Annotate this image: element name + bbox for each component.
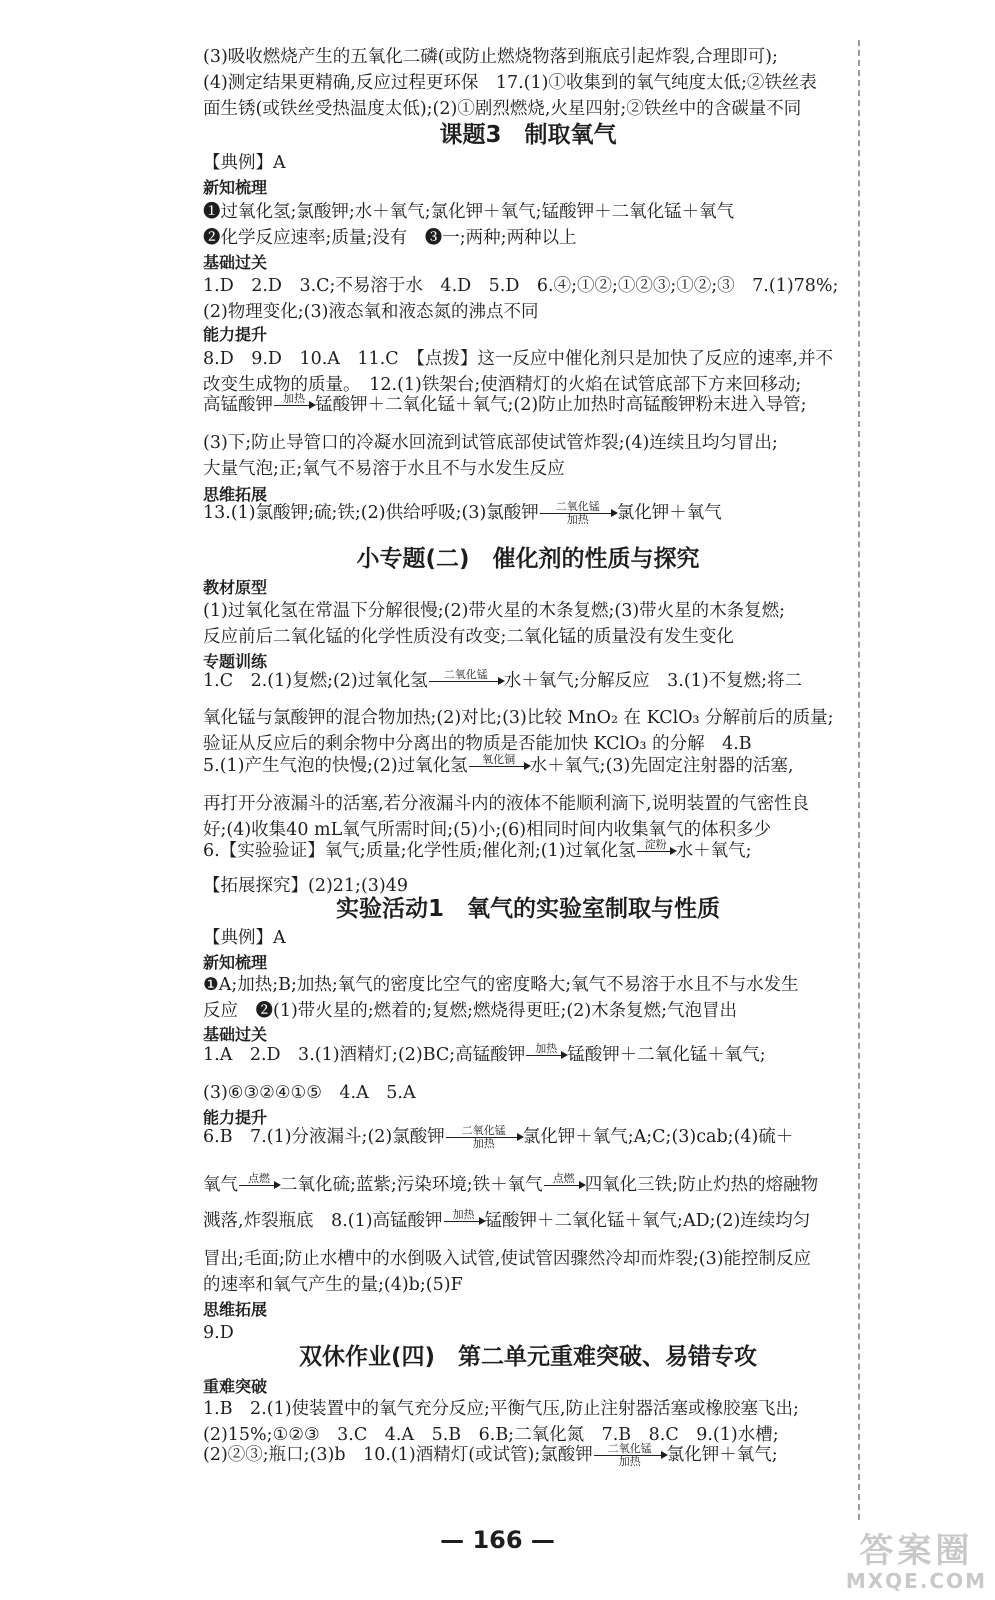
- text-line: 面生锈(或铁丝受热温度太低);(2)①剧烈燃烧,火星四射;②铁丝中的含碳量不同: [203, 99, 802, 119]
- equation-line: 1.C 2.(1)复燃;(2)过氧化氢 二氧化锰 水＋氧气;分解反应 3.(1)不复燃;将二: [203, 668, 853, 694]
- text-line: 1.B 2.(1)使装置中的氧气充分反应;平衡气压,防止注射器活塞或橡胶塞飞出;: [203, 1399, 799, 1419]
- text-line: 的速率和氧气产生的量;(4)b;(5)F: [203, 1275, 463, 1295]
- text-line: 【拓展探究】(2)21;(3)49: [203, 876, 409, 896]
- subsection-label: 专题训练: [203, 652, 268, 671]
- text-line: (2)15%;①②③ 3.C 4.A 5.B 6.B;二氧化氮 7.B 8.C 9.(1)水槽;: [203, 1425, 779, 1445]
- equation-line: 1.A 2.D 3.(1)酒精灯;(2)BC;高锰酸钾 加热 锰酸钾＋二氧化锰＋氧气;: [203, 1042, 853, 1068]
- section-heading: 小专题(二) 催化剂的性质与探究: [356, 546, 700, 572]
- equation-line: 溅落,炸裂瓶底 8.(1)高锰酸钾 加热 锰酸钾＋二氧化锰＋氧气;AD;(2)连续均匀: [203, 1208, 853, 1234]
- text-line: 改变生成物的质量。 12.(1)铁架台;使酒精灯的火焰在试管底部下方来回移动;: [203, 375, 802, 395]
- equation-line: 氧气 点燃 二氧化硫;蓝紫;污染环境;铁＋氧气 点燃 四氧化三铁;防止灼热的熔融物: [203, 1172, 853, 1198]
- reaction-arrow: 点燃: [544, 1173, 584, 1198]
- subsection-label: 教材原型: [203, 578, 268, 597]
- text-line: 8.D 9.D 10.A 11.C 【点拨】这一反应中催化剂只是加快了反应的速率,并不: [203, 349, 833, 369]
- example-answer: 【典例】A: [203, 153, 286, 173]
- text-line: (4)测定结果更精确,反应过程更环保 17.(1)①收集到的氧气纯度太低;②铁丝表: [203, 73, 817, 93]
- equation-line: 13.(1)氯酸钾;硫;铁;(2)供给呼吸;(3)氯酸钾 二氧化锰 加热 氯化钾＋氧气: [203, 500, 722, 526]
- text-line: 1.D 2.D 3.C;不易溶于水 4.D 5.D 6.④;①②;①②③;①②;③ 7.(1)78%;: [203, 276, 839, 296]
- section-heading: 双休作业(四) 第二单元重难突破、易错专攻: [298, 1344, 758, 1370]
- reaction-arrow: 二氧化锰 加热: [540, 501, 616, 526]
- text-line: (1)过氧化氢在常温下分解很慢;(2)带火星的木条复燃;(3)带火星的木条复燃;: [203, 601, 786, 621]
- example-answer: 【典例】A: [203, 928, 286, 948]
- text-line: 大量气泡;正;氧气不易溶于水且不与水发生反应: [203, 459, 565, 479]
- equation-line: 6.B 7.(1)分液漏斗;(2)氯酸钾 二氧化锰 加热 氯化钾＋氧气;A;C;(3)cab;(4)硫＋: [203, 1124, 794, 1150]
- section-heading: 课题3 制取氧气: [439, 122, 617, 148]
- subsection-label: 能力提升: [203, 1108, 268, 1127]
- equation-line: (2)②③;瓶口;(3)b 10.(1)酒精灯(或试管);氯酸钾 二氧化锰 加热 氯化钾＋氧气;: [203, 1442, 778, 1468]
- subsection-label: 基础过关: [203, 253, 268, 272]
- reaction-arrow: 二氧化锰 加热: [594, 1443, 666, 1468]
- text-line: 验证从反应后的剩余物中分离出的物质是否能加快 KClO₃ 的分解 4.B: [203, 734, 752, 754]
- reaction-arrow: 加热: [444, 1209, 484, 1234]
- site-watermark: 答案圈 MXQE.COM: [845, 1531, 987, 1593]
- equation-line: 高锰酸钾 加热 锰酸钾＋二氧化锰＋氧气;(2)防止加热时高锰酸钾粉末进入导管;: [203, 392, 853, 418]
- text-line: ❶过氧化氢;氯酸钾;水＋氧气;氯化钾＋氧气;锰酸钾＋二氧化锰＋氧气: [203, 202, 735, 222]
- subsection-label: 新知梳理: [203, 178, 268, 197]
- text-line: 再打开分液漏斗的活塞,若分液漏斗内的液体不能顺利滴下,说明装置的气密性良: [203, 794, 810, 814]
- text-line: (3)下;防止导管口的冷凝水回流到试管底部使试管炸裂;(4)连续且均匀冒出;: [203, 433, 778, 453]
- reaction-arrow: 二氧化锰 加热: [446, 1125, 522, 1150]
- section-heading: 实验活动1 氧气的实验室制取与性质: [335, 896, 720, 922]
- reaction-arrow: 加热: [526, 1043, 566, 1068]
- equation-line: 6.【实验验证】氧气;质量;化学性质;催化剂;(1)过氧化氢 淀粉 水＋氧气;: [203, 838, 853, 864]
- reaction-arrow: 淀粉: [637, 839, 675, 864]
- text-line: 9.D: [203, 1323, 234, 1343]
- subsection-label: 能力提升: [203, 325, 268, 344]
- text-line: (2)物理变化;(3)液态氧和液态氮的沸点不同: [203, 302, 539, 322]
- text-line: 反应前后二氧化锰的化学性质没有改变;二氧化锰的质量没有发生变化: [203, 627, 734, 647]
- text-line: (3)吸收燃烧产生的五氧化二磷(或防止燃烧物落到瓶底引起炸裂,合理即可);: [203, 47, 778, 67]
- subsection-label: 新知梳理: [203, 953, 268, 972]
- reaction-arrow: 二氧化锰: [429, 669, 503, 694]
- text-line: ❷化学反应速率;质量;没有 ❸一;两种;两种以上: [203, 228, 577, 248]
- page-number: — 166 —: [440, 1526, 555, 1554]
- equation-line: 5.(1)产生气泡的快慢;(2)过氧化氢 氧化铜 水＋氧气;(3)先固定注射器的活塞,: [203, 753, 853, 779]
- text-line: (3)⑥③②④①⑤ 4.A 5.A: [203, 1083, 416, 1103]
- text-line: 冒出;毛面;防止水槽中的水倒吸入试管,使试管因骤然冷却而炸裂;(3)能控制反应: [203, 1249, 812, 1269]
- dashed-margin-line: [858, 40, 860, 1520]
- subsection-label: 重难突破: [203, 1377, 268, 1396]
- reaction-arrow: 加热: [274, 393, 314, 418]
- reaction-arrow: 点燃: [239, 1173, 279, 1198]
- subsection-label: 思维拓展: [203, 485, 268, 504]
- subsection-label: 思维拓展: [203, 1300, 268, 1319]
- text-line: 好;(4)收集40 mL氧气所需时间;(5)小;(6)相同时间内收集氧气的体积多少: [203, 820, 772, 840]
- reaction-arrow: 氧化铜: [469, 754, 529, 779]
- text-line: 氧化锰与氯酸钾的混合物加热;(2)对比;(3)比较 MnO₂ 在 KClO₃ 分解前后的质量;: [203, 708, 834, 728]
- text-line: ❶A;加热;B;加热;氧气的密度比空气的密度略大;氧气不易溶于水且不与水发生: [203, 975, 799, 995]
- text-line: 反应 ❷(1)带火星的;燃着的;复燃;燃烧得更旺;(2)木条复燃;气泡冒出: [203, 1001, 738, 1021]
- subsection-label: 基础过关: [203, 1025, 268, 1044]
